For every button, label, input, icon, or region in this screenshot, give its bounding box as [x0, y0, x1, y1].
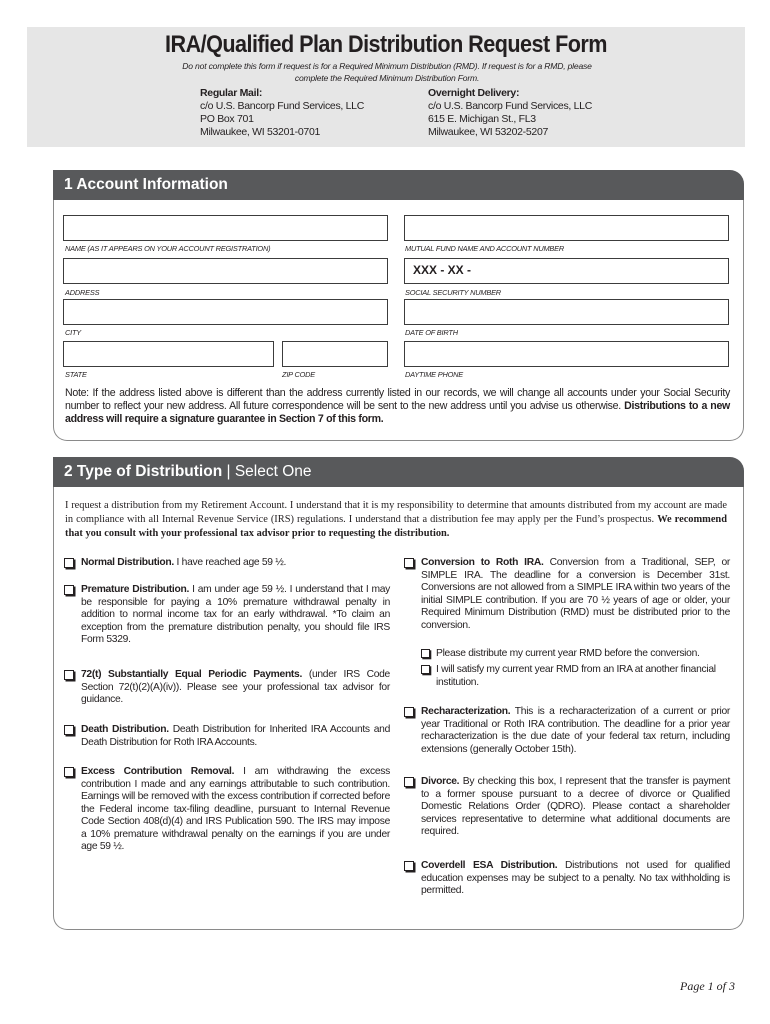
fund-account-field[interactable]	[404, 215, 729, 241]
suboption-text: I will satisfy my current year RMD from an IRA at another financial institution.	[436, 664, 716, 688]
section2-separator: |	[226, 463, 231, 480]
form-title: IRA/Qualified Plan Distribution Request Form	[165, 31, 607, 58]
checkbox[interactable]	[404, 861, 414, 871]
option-text: This is a recharacterization of a current or prior year Traditional or Roth IRA contribution. The deadline for a prior year recharacterization is the due date of your federal tax return, including extensions (generally October 15th).	[421, 706, 731, 755]
section1-title: 1 Account Information	[64, 176, 228, 193]
option-normal-distribution[interactable]	[64, 557, 390, 570]
page-number: Page 1 of 3	[680, 979, 735, 993]
option-text: (under IRS Code Section 72(t)(2)(A)(iv)). Please see your professional tax advisor for guidance.	[81, 669, 390, 705]
name-field[interactable]	[63, 215, 388, 241]
city-label: CITY	[65, 328, 82, 337]
intro-text: I request a distribution from my Retirement Account. I understand that it is my responsibility to determine that amounts distributed from my account are made in compliance with all Internal Revenue Service (IRS) regulations. I understand that a distribution fee may apply per the Fund’s prospectus.	[65, 500, 727, 525]
option-text: I am withdrawing the excess contribution I made and any earnings attributable to such contribution. Earnings will be removed with the excess contribution if corrected before the Federal income tax-filing deadline, pursuant to Internal Revenue Code Section 408(d)(4) and IRS Publication 590. The IRS may impose a 10% premature withdrawal penalty on the earnings if you are under age 59 ½.	[81, 766, 390, 852]
option-text: I have reached age 59 ½.	[176, 557, 287, 568]
option-text: By checking this box, I represent that the transfer is payment to a former spouse pursuant to a decree of divorce or Qualified Domestic Relations Order (QDRO). Please contact a shareholder services representative to determine what additional documents are required.	[421, 776, 731, 837]
form-note: Do not complete this form if request is for a Required Minimum Distribution (RMD). If request is for a RMD, please complete the Required Minimum Distribution Form.	[182, 61, 592, 83]
phone-field[interactable]	[404, 341, 729, 367]
option-title: 72(t) Substantially Equal Periodic Payments.	[81, 669, 303, 680]
checkbox[interactable]	[404, 558, 414, 568]
ssn-value: XXX - XX -	[413, 263, 472, 277]
section2-title: 2 Type of Distribution	[64, 463, 223, 480]
option-title: Excess Contribution Removal.	[81, 766, 235, 777]
overnight-line3: Milwaukee, WI 53202-5207	[428, 126, 549, 138]
section1-header	[53, 170, 744, 200]
checkbox[interactable]	[421, 665, 430, 674]
option-text: Death Distribution for Inherited IRA Accounts and Death Distribution for Roth IRA Accounts.	[81, 724, 390, 748]
distribution-intro	[65, 499, 727, 541]
dob-label: DATE OF BIRTH	[405, 328, 458, 337]
regular-mail-line3: Milwaukee, WI 53201-0701	[200, 126, 321, 138]
option-death-distribution[interactable]	[64, 724, 390, 749]
option-title: Coverdell ESA Distribution.	[421, 860, 558, 871]
state-field[interactable]	[63, 341, 274, 367]
option-title: Normal Distribution.	[81, 557, 174, 568]
regular-mail-heading: Regular Mail:	[200, 87, 263, 99]
header-band	[27, 27, 745, 147]
option-text: I am under age 59 ½. I understand that I may be responsible for paying a 10% premature withdrawal penalty in addition to normal income tax for an early withdrawal. *To claim an exception from the premature distribution penalty, you should file IRS Form 5329.	[81, 584, 390, 645]
name-label: NAME (AS IT APPEARS ON YOUR ACCOUNT REGISTRATION)	[65, 244, 271, 253]
overnight-line1: c/o U.S. Bancorp Fund Services, LLC	[428, 100, 592, 112]
ssn-label: SOCIAL SECURITY NUMBER	[405, 288, 501, 297]
checkbox[interactable]	[64, 767, 74, 777]
option-title: Recharacterization.	[421, 706, 511, 717]
option-roth-conversion[interactable]	[404, 557, 730, 632]
suboption-text: Please distribute my current year RMD before the conversion.	[436, 648, 700, 659]
option-coverdell-esa[interactable]	[404, 860, 730, 898]
option-recharacterization[interactable]	[404, 706, 730, 756]
roth-suboption-distribute-rmd[interactable]	[421, 648, 730, 661]
address-change-note	[65, 387, 730, 426]
option-premature-distribution[interactable]	[64, 584, 390, 647]
option-text: Distributions not used for qualified education expenses may be subject to a penalty. No tax withholding is permitted.	[421, 860, 731, 896]
regular-mail-address	[200, 87, 364, 139]
regular-mail-line2: PO Box 701	[200, 113, 254, 125]
checkbox[interactable]	[64, 670, 74, 680]
address-note-bold: Distributions to a new address will require a signature guarantee in Section 7 of this form.	[65, 400, 730, 425]
city-field[interactable]	[63, 299, 388, 325]
intro-bold: We recommend that you consult with your professional tax advisor prior to requesting the distribution.	[65, 514, 727, 539]
checkbox[interactable]	[64, 725, 74, 735]
option-excess-contribution[interactable]	[64, 766, 390, 854]
checkbox[interactable]	[404, 707, 414, 717]
overnight-heading: Overnight Delivery:	[428, 87, 520, 99]
fund-account-label: MUTUAL FUND NAME AND ACCOUNT NUMBER	[405, 244, 565, 253]
address-label: ADDRESS	[65, 288, 100, 297]
state-label: STATE	[65, 370, 87, 379]
address-note-text: Note: If the address listed above is different than the address currently listed in our records, we will change all accounts under your Social Security number to reflect your new address. All future correspondence will be sent to the new address until you advise us otherwise.	[65, 387, 730, 412]
option-title: Conversion to Roth IRA.	[421, 557, 544, 568]
checkbox[interactable]	[421, 649, 430, 658]
option-72t-payments[interactable]	[64, 669, 390, 707]
overnight-line2: 615 E. Michigan St., FL3	[428, 113, 536, 125]
option-divorce[interactable]	[404, 776, 730, 839]
dob-field[interactable]	[404, 299, 729, 325]
option-text: Conversion from a Traditional, SEP, or SIMPLE IRA. The deadline for a conversion is December 31st. Conversions are not allowed from a SIMPLE IRA within two years of the initial SIMPLE contribution. If you are 70 ½ years of age or older, your Required Minimum Distribution (RMD) must be distributed prior to the conversion.	[421, 557, 731, 631]
option-title: Divorce.	[421, 776, 460, 787]
section2-header	[53, 457, 744, 487]
option-title: Death Distribution.	[81, 724, 169, 735]
roth-suboption-other-institution[interactable]	[421, 664, 730, 689]
checkbox[interactable]	[64, 558, 74, 568]
overnight-address	[428, 87, 592, 139]
section2-subtitle: Select One	[234, 463, 312, 480]
phone-label: DAYTIME PHONE	[405, 370, 464, 379]
zip-field[interactable]	[282, 341, 388, 367]
address-field[interactable]	[63, 258, 388, 284]
checkbox[interactable]	[64, 585, 74, 595]
zip-label: ZIP CODE	[282, 370, 316, 379]
option-title: Premature Distribution.	[81, 584, 190, 595]
ssn-field[interactable]	[404, 258, 729, 284]
checkbox[interactable]	[404, 777, 414, 787]
regular-mail-line1: c/o U.S. Bancorp Fund Services, LLC	[200, 100, 364, 112]
